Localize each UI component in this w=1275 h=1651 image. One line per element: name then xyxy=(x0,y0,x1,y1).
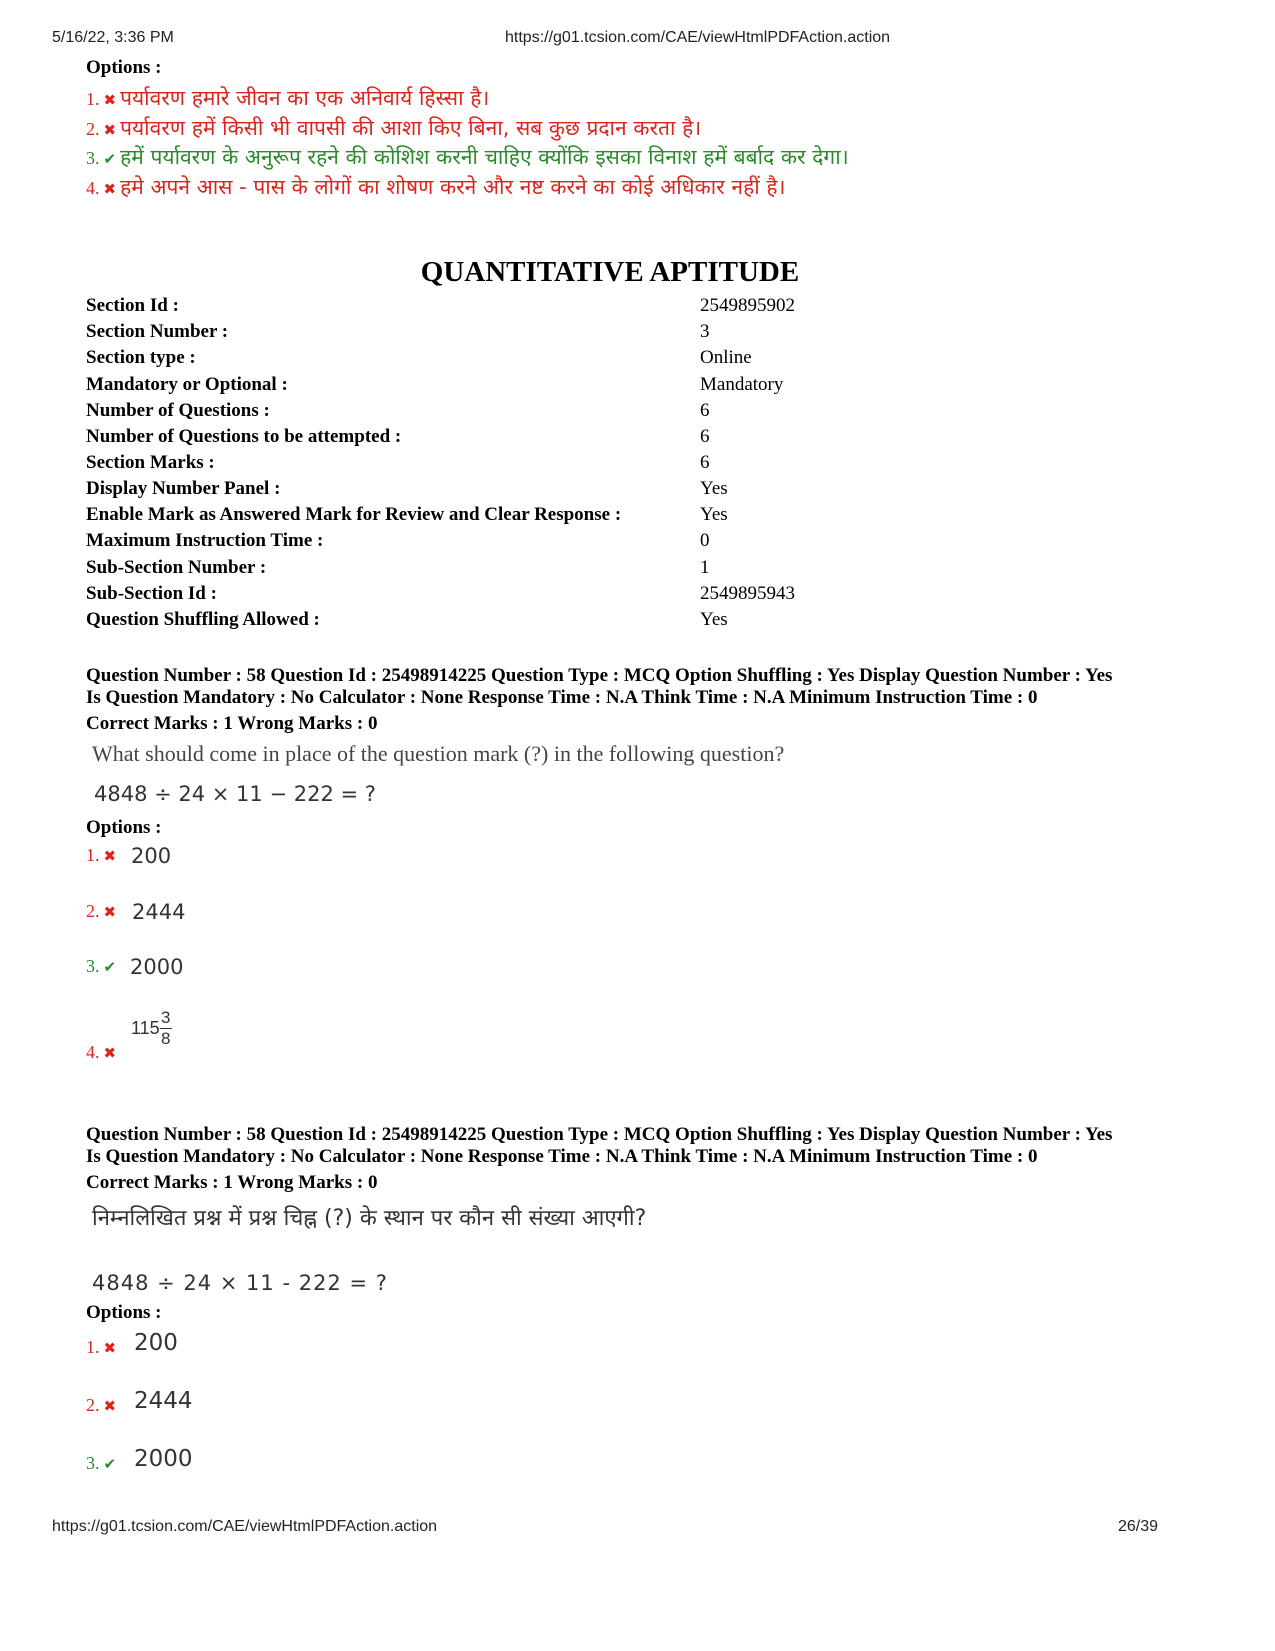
section-info-row xyxy=(86,557,1186,583)
option-number: 2. xyxy=(86,901,100,921)
option-number: 2. xyxy=(86,119,100,139)
question-text: निम्नलिखित प्रश्न में प्रश्न चिह्न (?) के स्थान पर कौन सी संख्या आएगी? xyxy=(92,1206,647,1231)
option-value: 2444 xyxy=(134,1388,193,1414)
question-meta-line: Question Number : 58 Question Id : 25498914225 Question Type : MCQ Option Shuffling : Yes Display Question Number : Yes xyxy=(86,665,1113,686)
option-item xyxy=(86,1042,116,1063)
section-info-value: 2549895943 xyxy=(700,583,795,604)
question-text: What should come in place of the question mark (?) in the following question? xyxy=(92,741,785,766)
section-info-key: Section type : xyxy=(86,347,196,368)
option-item xyxy=(86,1337,116,1358)
cross-icon: ✖ xyxy=(103,93,117,109)
cross-icon: ✖ xyxy=(103,123,117,139)
option-value: 200 xyxy=(131,844,172,868)
section-info-key: Sub-Section Number : xyxy=(86,557,267,578)
section-info-key: Number of Questions : xyxy=(86,400,270,421)
section-info-key: Section Number : xyxy=(86,321,229,342)
section-info-key: Section Id : xyxy=(86,295,179,316)
option-number: 4. xyxy=(86,1042,100,1062)
section-info-key: Question Shuffling Allowed : xyxy=(86,609,320,630)
option-number: 1. xyxy=(86,1337,100,1357)
section-info-key: Display Number Panel : xyxy=(86,478,281,499)
section-info-value: Yes xyxy=(700,609,728,630)
option-value: 2444 xyxy=(132,900,186,924)
option-text: हमें पर्यावरण के अनुरूप रहने की कोशिश करनी चाहिए क्योंकि इसका विनाश हमें बर्बाद कर देगा। xyxy=(120,145,849,169)
page-number: 26/39 xyxy=(1118,1518,1159,1535)
check-icon: ✔ xyxy=(103,152,117,168)
section-info-value: 6 xyxy=(700,426,710,447)
question-marks: Correct Marks : 1 Wrong Marks : 0 xyxy=(86,713,378,734)
check-icon: ✔ xyxy=(103,960,117,976)
section-info-row xyxy=(86,609,1186,635)
option-number: 1. xyxy=(86,845,100,865)
question-meta-line: Question Number : 58 Question Id : 25498914225 Question Type : MCQ Option Shuffling : Yes Display Question Number : Yes xyxy=(86,1124,1113,1145)
question-meta xyxy=(86,665,1186,709)
option-item xyxy=(86,173,785,201)
option-item xyxy=(86,1395,116,1416)
option-number: 2. xyxy=(86,1395,100,1415)
option-item xyxy=(86,1453,116,1474)
print-datetime: 5/16/22, 3:36 PM xyxy=(52,29,174,46)
question-expression: 4848 ÷ 24 × 11 − 222 = ? xyxy=(94,782,376,806)
option-number: 1. xyxy=(86,89,100,109)
footer-url: https://g01.tcsion.com/CAE/viewHtmlPDFAction.action xyxy=(52,1518,438,1535)
option-item xyxy=(86,114,701,142)
check-icon: ✔ xyxy=(103,1457,117,1473)
section-info-value: 6 xyxy=(700,400,710,421)
section-info-key: Sub-Section Id : xyxy=(86,583,217,604)
fraction-denominator: 8 xyxy=(160,1029,171,1048)
options-label: Options : xyxy=(86,817,162,838)
option-number: 3. xyxy=(86,956,100,976)
section-info-value: Mandatory xyxy=(700,374,784,395)
section-info-value: Yes xyxy=(700,478,728,499)
fraction-whole: 115 xyxy=(131,1018,160,1038)
section-info-row xyxy=(86,504,1186,530)
section-info-key: Section Marks : xyxy=(86,452,215,473)
cross-icon: ✖ xyxy=(103,1046,117,1062)
cross-icon: ✖ xyxy=(103,849,117,865)
section-info-value: Yes xyxy=(700,504,728,525)
section-info-row xyxy=(86,452,1186,478)
section-info-key: Maximum Instruction Time : xyxy=(86,530,324,551)
section-info-value: 1 xyxy=(700,557,710,578)
question-meta xyxy=(86,1124,1186,1168)
option-number: 4. xyxy=(86,178,100,198)
options-label: Options : xyxy=(86,1302,162,1323)
option-text: पर्यावरण हमारे जीवन का एक अनिवार्य हिस्सा है। xyxy=(120,86,490,110)
cross-icon: ✖ xyxy=(103,1399,117,1415)
section-info-key: Mandatory or Optional : xyxy=(86,374,288,395)
section-info-row xyxy=(86,347,1186,373)
section-title: QUANTITATIVE APTITUDE xyxy=(420,256,800,288)
section-info-row xyxy=(86,295,1186,321)
option-item xyxy=(86,845,116,866)
cross-icon: ✖ xyxy=(103,1341,117,1357)
options-label: Options : xyxy=(86,57,162,78)
section-info-key: Enable Mark as Answered Mark for Review and Clear Response : xyxy=(86,504,622,525)
section-info-value: 0 xyxy=(700,530,710,551)
option-item xyxy=(86,901,116,922)
section-info-value: 3 xyxy=(700,321,710,342)
option-number: 3. xyxy=(86,1453,100,1473)
question-expression: 4848 ÷ 24 × 11 - 222 = ? xyxy=(92,1271,388,1295)
fraction-numerator: 3 xyxy=(160,1008,171,1027)
section-info-value: 2549895902 xyxy=(700,295,795,316)
option-item xyxy=(86,956,116,977)
option-value: 200 xyxy=(134,1330,178,1356)
section-info-value: Online xyxy=(700,347,752,368)
question-meta-line: Is Question Mandatory : No Calculator : None Response Time : N.A Think Time : N.A Minimum Instruction Time : 0 xyxy=(86,1146,1038,1167)
section-info-row xyxy=(86,426,1186,452)
option-item xyxy=(86,84,489,112)
option-number: 3. xyxy=(86,148,100,168)
section-info-value: 6 xyxy=(700,452,710,473)
section-info-row xyxy=(86,374,1186,400)
print-url: https://g01.tcsion.com/CAE/viewHtmlPDFAction.action xyxy=(505,29,891,46)
section-info-row xyxy=(86,583,1186,609)
option-mixed-fraction xyxy=(131,1008,172,1049)
option-text: हमे अपने आस - पास के लोगों का शोषण करने और नष्ट करने का कोई अधिकार नहीं है। xyxy=(120,175,786,199)
section-info-row xyxy=(86,400,1186,426)
section-info-row xyxy=(86,478,1186,504)
option-item xyxy=(86,143,849,171)
option-value: 2000 xyxy=(130,955,184,979)
cross-icon: ✖ xyxy=(103,182,117,198)
question-meta-line: Is Question Mandatory : No Calculator : None Response Time : N.A Think Time : N.A Minimum Instruction Time : 0 xyxy=(86,687,1038,708)
section-info-row xyxy=(86,530,1186,556)
cross-icon: ✖ xyxy=(103,905,117,921)
section-info-key: Number of Questions to be attempted : xyxy=(86,426,402,447)
option-value: 2000 xyxy=(134,1446,193,1472)
section-info-row xyxy=(86,321,1186,347)
question-marks: Correct Marks : 1 Wrong Marks : 0 xyxy=(86,1172,378,1193)
option-text: पर्यावरण हमें किसी भी वापसी की आशा किए बिना, सब कुछ प्रदान करता है। xyxy=(120,116,702,140)
